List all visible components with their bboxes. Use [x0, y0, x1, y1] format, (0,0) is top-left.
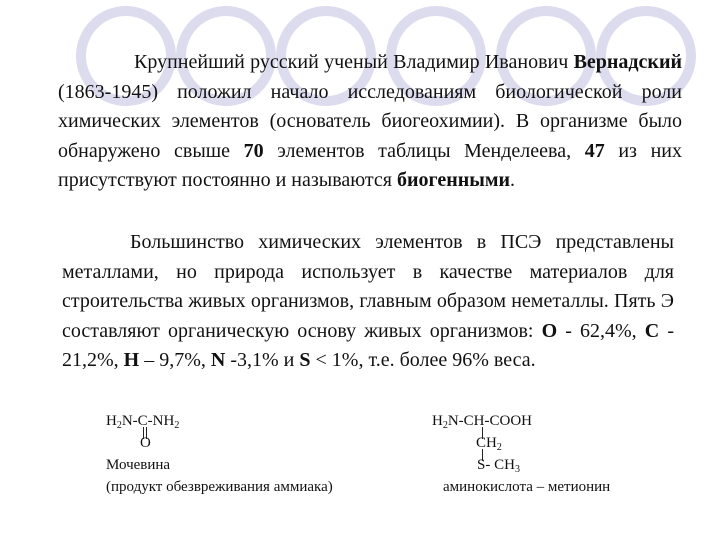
- urea-chain: N-C-NH: [121, 413, 175, 429]
- urea-sub-2: 2: [174, 420, 180, 431]
- urea-h: H: [106, 413, 117, 429]
- paragraph2-text-6: < 1%, т.е. более 96% веса.: [310, 349, 536, 371]
- paragraph2-bold-s: S: [299, 349, 311, 371]
- paragraph2-text-3: - 21,2%,: [62, 319, 674, 371]
- paragraph2-text-2: - 62,4%,: [557, 319, 645, 342]
- paragraph1-bold-47: 47: [584, 139, 605, 162]
- paragraph1-text-5: .: [510, 169, 516, 191]
- paragraph-elements: [62, 228, 674, 376]
- methionine-sch: S- CH: [477, 457, 515, 473]
- methionine-sub-2: 2: [496, 442, 502, 453]
- urea-note: (продукт обезвреживания аммиака): [106, 479, 333, 495]
- methionine-sub-3: 3: [514, 464, 520, 475]
- urea-sub-1: 2: [116, 420, 122, 431]
- urea-name: Мочевина: [106, 457, 171, 473]
- paragraph1-text-4: из них присутствуют постоянно и называются: [58, 139, 682, 191]
- paragraph1-text-1: Крупнейший русский ученый Владимир Иванович: [134, 51, 574, 73]
- paragraph-vernadsky: [58, 48, 682, 196]
- methionine-sch3: [477, 456, 520, 479]
- methionine-chain: N-CH-COOH: [447, 413, 533, 429]
- methionine-h: H: [432, 413, 443, 429]
- paragraph1-bold-biogenic: биогенными: [397, 169, 511, 191]
- methionine-sub-1: 2: [442, 420, 448, 431]
- paragraph2-bold-h: Н: [123, 349, 140, 371]
- paragraph2-text-1: Большинство химических элементов в ПСЭ представлены металлами, но природа использует в качестве материалов для строительства живых организмов, главным образом неметаллы. Пять Э составляют органическую основу живых организмов:: [62, 231, 674, 342]
- paragraph1-bold-name: Вернадский: [573, 51, 682, 73]
- paragraph2-text-5: -3,1% и: [225, 349, 300, 371]
- paragraph1-bold-70: 70: [243, 139, 264, 162]
- methionine-ch: CH: [476, 435, 497, 451]
- paragraph2-bold-c: С: [644, 319, 660, 342]
- methionine-name: аминокислота – метионин: [443, 479, 611, 495]
- urea-oxygen: O: [140, 435, 151, 451]
- paragraph2-bold-o: О: [541, 319, 558, 342]
- paragraph2-text-4: – 9,7%,: [139, 349, 211, 371]
- paragraph1-text-3: элементов таблицы Менделеева,: [263, 139, 585, 162]
- paragraph1-text-2: (1863-1945) положил начало исследованиям биологической роли химических элементов (основатель биогеохимии). В организме было обнаружено свыше: [58, 80, 682, 162]
- methionine-ch2: [476, 434, 502, 457]
- paragraph2-bold-n: N: [210, 349, 226, 371]
